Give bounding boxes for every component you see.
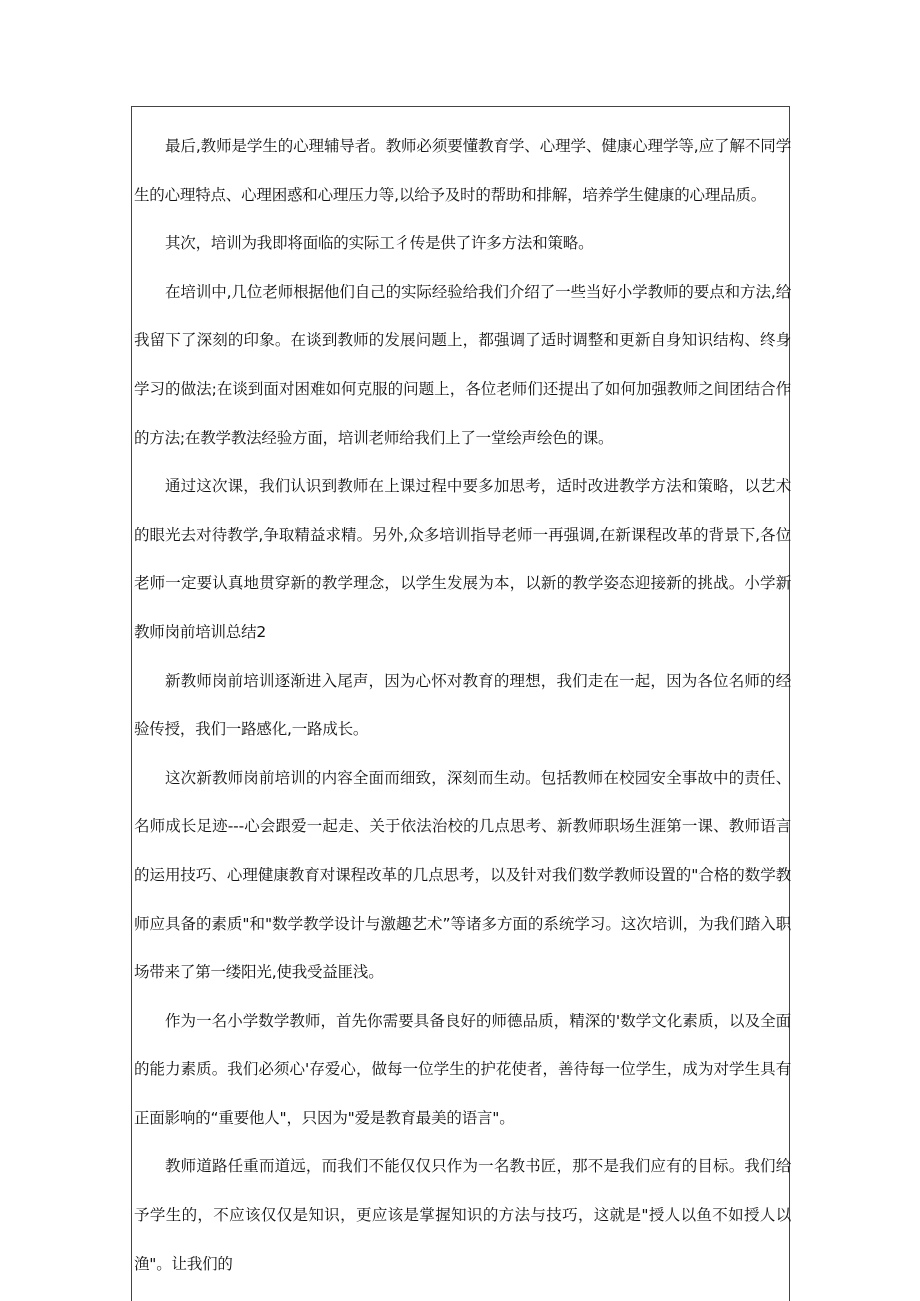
paragraph: 通过这次课，我们认识到教师在上课过程中要多加思考，适时改进教学方法和策略，以艺术的眼光去对待教学,争取精益求精。另外,众多培训指导老师一再强调,在新课程改革的背景下,各位老师一定要认真地贯穿新的教学理念，以学生发展为本，以新的教学姿态迎接新的挑战。小学新教师岗前培训总结2 — [134, 477, 791, 641]
document-body — [134, 122, 791, 1288]
paragraph: 教师道路任重而道远，而我们不能仅仅只作为一名教书匠，那不是我们应有的目标。我们给予学生的，不应该仅仅是知识，更应该是掌握知识的方法与技巧，这就是"授人以鱼不如授人以渔"。让我们的 — [134, 1157, 791, 1273]
paragraph: 在培训中,几位老师根据他们自己的实际经验给我们介绍了一些当好小学教师的要点和方法,给我留下了深刻的印象。在谈到教师的发展问题上，都强调了适时调整和更新自身知识结构、终身学习的做法;在谈到面对困难如何克服的问题上，各位老师们还提出了如何加强教师之间团结合作的方法;在教学教法经验方面，培训老师给我们上了一堂绘声绘色的课。 — [134, 282, 791, 447]
paragraph: 新教师岗前培训逐渐进入尾声，因为心怀对教育的理想，我们走在一起，因为各位名师的经验传授，我们一路感化,一路成长。 — [134, 671, 791, 739]
paragraph: 作为一名小学数学教师，首先你需要具备良好的师德品质，精深的'数学文化素质，以及全面的能力素质。我们必须心'存爱心，做每一位学生的护花使者，善待每一位学生，成为对学生具有正面影响的“重要他人"，只因为"爱是教育最美的语言"。 — [134, 1011, 791, 1127]
paragraph: 其次，培训为我即将面临的实际工彳传是供了许多方法和策略。 — [165, 234, 594, 253]
paragraph: 这次新教师岗前培训的内容全面而细致，深刻而生动。包括教师在校园安全事故中的责任、名师成长足迹---心会跟爱一起走、关于依法治校的几点思考、新教师职场生涯第一课、教师语言的运用技巧、心理健康教育对课程改革的几点思考，以及针对我们数学教师设置的"合格的数学教师应具备的素质"和"数学教学设计与激趣艺术”等诸多方面的系统学习。这次培训，为我们踏入职场带来了第一缕阳光,使我受益匪浅。 — [134, 768, 791, 982]
paragraph: 最后,教师是学生的心理辅导者。教师必须要懂教育学、心理学、健康心理学等,应了解不同学生的心理特点、心理困惑和心理压力等,以给予及时的帮助和排解，培养学生健康的心理品质。 — [134, 137, 791, 204]
